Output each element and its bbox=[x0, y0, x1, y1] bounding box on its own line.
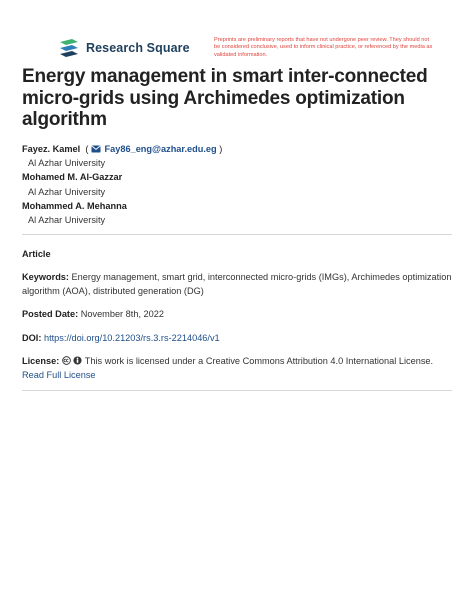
attribution-icon bbox=[73, 356, 82, 365]
author-email: Fay86_eng@azhar.edu.eg bbox=[104, 144, 217, 154]
divider bbox=[22, 390, 452, 391]
creative-commons-icon bbox=[62, 356, 71, 365]
author-affiliation: Al Azhar University bbox=[28, 215, 106, 226]
license-text: This work is licensed under a Creative Commons Attribution 4.0 International License. bbox=[84, 356, 434, 366]
preprint-notice: Preprints are preliminary reports that have not undergone peer review. They should not be considered conclusive, used to inform clinical practice, or referenced by the media as validated information. bbox=[214, 37, 433, 58]
article-type-label: Article bbox=[22, 249, 51, 259]
author-affiliation: Al Azhar University bbox=[28, 158, 106, 169]
posted-date-value: November 8th, 2022 bbox=[80, 309, 164, 319]
doi-block bbox=[22, 332, 452, 346]
email-paren-open: ( bbox=[82, 144, 89, 154]
research-square-logo[interactable] bbox=[58, 38, 190, 58]
read-full-license-link[interactable]: Read Full License bbox=[22, 369, 96, 380]
logo-text: Research Square bbox=[86, 41, 190, 55]
doi-link[interactable]: https://doi.org/10.21203/rs.3.rs-2214046/v1 bbox=[43, 333, 220, 343]
author-name: Mohamed M. Al-Gazzar bbox=[22, 172, 123, 183]
divider bbox=[22, 234, 452, 235]
keywords-block bbox=[22, 271, 452, 298]
page-header bbox=[0, 0, 474, 70]
author-name: Mohammed A. Mehanna bbox=[22, 200, 127, 211]
license-label: License: bbox=[22, 356, 60, 366]
author-entry bbox=[22, 142, 452, 156]
posted-date-block bbox=[22, 308, 452, 322]
author-email-link[interactable] bbox=[91, 144, 219, 154]
author-name: Fayez. Kamel bbox=[22, 144, 81, 154]
keywords-text: Energy management, smart grid, interconnected micro-grids (IMGs), Archimedes optimization algorithm (AOA), distributed generation (DG) bbox=[22, 272, 452, 296]
doi-label: DOI: bbox=[22, 333, 42, 343]
research-square-logo-icon bbox=[58, 38, 80, 58]
envelope-icon bbox=[91, 145, 101, 153]
email-paren-close: ) bbox=[219, 144, 223, 154]
author-affiliation: Al Azhar University bbox=[28, 186, 106, 197]
posted-date-label: Posted Date: bbox=[22, 309, 79, 319]
keywords-label: Keywords: bbox=[22, 272, 69, 282]
paper-title: Energy management in smart inter-connected micro-grids using Archimedes optimization algorithm bbox=[22, 66, 428, 130]
article-type bbox=[22, 248, 452, 262]
author-list bbox=[22, 142, 452, 227]
license-block bbox=[22, 355, 452, 382]
